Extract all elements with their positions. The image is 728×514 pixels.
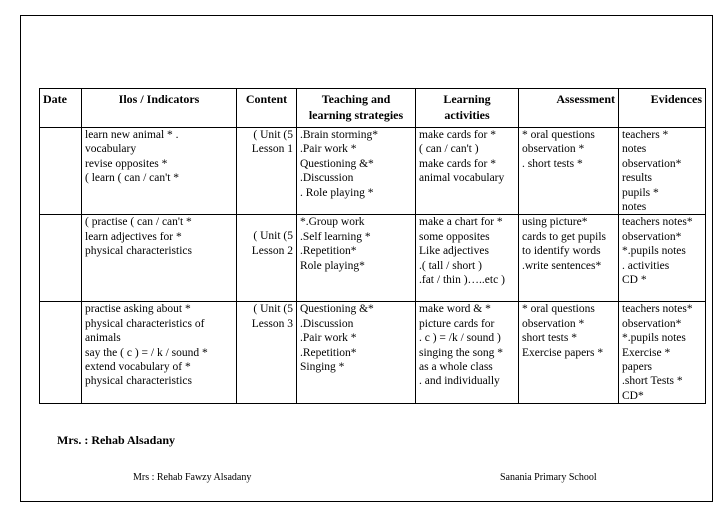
evidences-line: observation* xyxy=(622,157,682,170)
content-cell xyxy=(237,302,297,404)
learning-cell xyxy=(416,302,519,404)
table-row xyxy=(40,215,706,302)
date-cell xyxy=(40,128,82,215)
assessment-line: .write sentences* xyxy=(522,259,602,272)
lesson-plan-table xyxy=(39,88,706,404)
evidences-line: *.pupils notes xyxy=(622,332,686,345)
assessment-line: cards to get pupils xyxy=(522,230,606,243)
learning-line: as a whole class xyxy=(419,361,493,374)
teaching-line: .Repetition* xyxy=(300,245,357,258)
teaching-line: .Self learning * xyxy=(300,230,371,243)
ilos-line: say the ( c ) = / k / sound * xyxy=(85,346,208,359)
content-line: Lesson 3 xyxy=(251,317,293,330)
evidences-line: notes xyxy=(622,201,647,214)
learning-line: make a chart for * xyxy=(419,216,503,229)
learning-line: some opposites xyxy=(419,230,490,243)
evidences-line: . activities xyxy=(622,259,670,272)
evidences-line: Exercise * xyxy=(622,346,671,359)
ilos-line: vocabulary xyxy=(85,143,137,156)
teaching-line: . Role playing * xyxy=(300,186,374,199)
teaching-line: *.Group work xyxy=(300,216,365,229)
teacher-name: Mrs. : Rehab Alsadany xyxy=(57,433,176,447)
content-line: Lesson 1 xyxy=(251,143,293,156)
footer-author: Mrs : Rehab Fawzy Alsadany xyxy=(133,472,252,483)
ilos-line: ( learn ( can / can't * xyxy=(85,172,180,185)
teaching-cell xyxy=(297,302,416,404)
assessment-line: * oral questions xyxy=(522,129,595,141)
content-cell xyxy=(237,215,297,302)
header-teaching xyxy=(297,89,416,128)
learning-line: animal vocabulary xyxy=(419,172,505,185)
teaching-line: Singing * xyxy=(300,361,345,374)
header-assessment: Assessment xyxy=(519,89,619,128)
header-learning xyxy=(416,89,519,128)
date-cell xyxy=(40,302,82,404)
assessment-cell xyxy=(519,215,619,302)
ilos-cell xyxy=(82,128,237,215)
teaching-line: .Repetition* xyxy=(300,346,357,359)
ilos-line: learn adjectives for * xyxy=(85,230,182,243)
evidences-line: CD * xyxy=(622,274,647,287)
teaching-line: .Brain storming* xyxy=(300,129,378,141)
evidences-cell xyxy=(619,215,706,302)
ilos-line: extend vocabulary of * xyxy=(85,361,191,374)
teaching-cell xyxy=(297,215,416,302)
header-row xyxy=(40,89,706,128)
content-cell xyxy=(237,128,297,215)
ilos-cell xyxy=(82,215,237,302)
assessment-line: short tests * xyxy=(522,332,577,345)
content-line: ( Unit (5 xyxy=(253,230,293,243)
evidences-line: pupils * xyxy=(622,186,659,199)
learning-line: . and individually xyxy=(419,375,500,388)
assessment-cell xyxy=(519,128,619,215)
learning-line: .( tall / short ) xyxy=(419,259,482,272)
teaching-line: .Discussion xyxy=(300,317,354,330)
content-line: Lesson 2 xyxy=(251,244,293,257)
header-date: Date xyxy=(40,89,82,128)
evidences-line: CD* xyxy=(622,389,644,402)
content-line: ( Unit (5 xyxy=(253,303,293,316)
evidences-line: notes xyxy=(622,143,647,156)
learning-line: picture cards for xyxy=(419,317,495,330)
learning-line: singing the song * xyxy=(419,346,504,359)
assessment-line: . short tests * xyxy=(522,157,583,170)
header-learning-line1: Learning xyxy=(443,92,491,106)
learning-line: ( can / can't ) xyxy=(419,143,479,156)
assessment-line: to identify words xyxy=(522,245,601,258)
evidences-line: *.pupils notes xyxy=(622,245,686,258)
teaching-line: .Pair work * xyxy=(300,143,357,156)
evidences-line: .short Tests * xyxy=(622,375,683,388)
learning-line: Like adjectives xyxy=(419,245,489,258)
ilos-cell xyxy=(82,302,237,404)
evidences-line: teachers * xyxy=(622,129,669,141)
learning-cell xyxy=(416,128,519,215)
learning-cell xyxy=(416,215,519,302)
teaching-line: Role playing* xyxy=(300,259,365,272)
teaching-line: .Pair work * xyxy=(300,332,357,345)
learning-line: make cards for * xyxy=(419,157,496,170)
header-learning-line2: activities xyxy=(444,108,490,122)
header-evidences: Evidences xyxy=(619,89,706,128)
teaching-line: .Discussion xyxy=(300,172,354,185)
ilos-line: animals xyxy=(85,332,121,345)
assessment-line: * oral questions xyxy=(522,303,595,316)
assessment-line: observation * xyxy=(522,317,585,330)
assessment-line: using picture* xyxy=(522,216,588,229)
header-content: Content xyxy=(237,89,297,128)
ilos-line: physical characteristics of xyxy=(85,317,205,330)
footer-school: Sanania Primary School xyxy=(500,472,597,483)
evidences-line: results xyxy=(622,172,653,185)
teaching-line: Questioning &* xyxy=(300,303,374,316)
evidences-line: observation* xyxy=(622,317,682,330)
assessment-line: Exercise papers * xyxy=(522,346,604,359)
date-cell xyxy=(40,215,82,302)
ilos-line: physical characteristics xyxy=(85,245,192,258)
content-line: ( Unit (5 xyxy=(253,129,293,141)
assessment-line: observation * xyxy=(522,143,585,156)
table-row xyxy=(40,128,706,215)
ilos-line: ( practise ( can / can't * xyxy=(85,216,192,229)
ilos-line: learn new animal * . xyxy=(85,129,179,141)
learning-line: make word & * xyxy=(419,303,491,316)
header-ilos: Ilos / Indicators xyxy=(82,89,237,128)
assessment-cell xyxy=(519,302,619,404)
evidences-line: observation* xyxy=(622,230,682,243)
header-teaching-line1: Teaching and xyxy=(321,92,391,106)
evidences-line: teachers notes* xyxy=(622,303,693,316)
ilos-line: revise opposites * xyxy=(85,157,168,170)
learning-line: . c ) = /k / sound ) xyxy=(419,332,501,345)
table-row xyxy=(40,302,706,404)
evidences-cell xyxy=(619,128,706,215)
evidences-cell xyxy=(619,302,706,404)
teaching-line: Questioning &* xyxy=(300,157,374,170)
learning-line: .fat / thin )…..etc ) xyxy=(419,274,505,287)
header-teaching-line2: learning strategies xyxy=(308,108,404,122)
evidences-line: papers xyxy=(622,361,653,374)
ilos-line: practise asking about * xyxy=(85,303,191,316)
learning-line: make cards for * xyxy=(419,129,496,141)
ilos-line: physical characteristics xyxy=(85,375,192,388)
teaching-cell xyxy=(297,128,416,215)
evidences-line: teachers notes* xyxy=(622,216,693,229)
